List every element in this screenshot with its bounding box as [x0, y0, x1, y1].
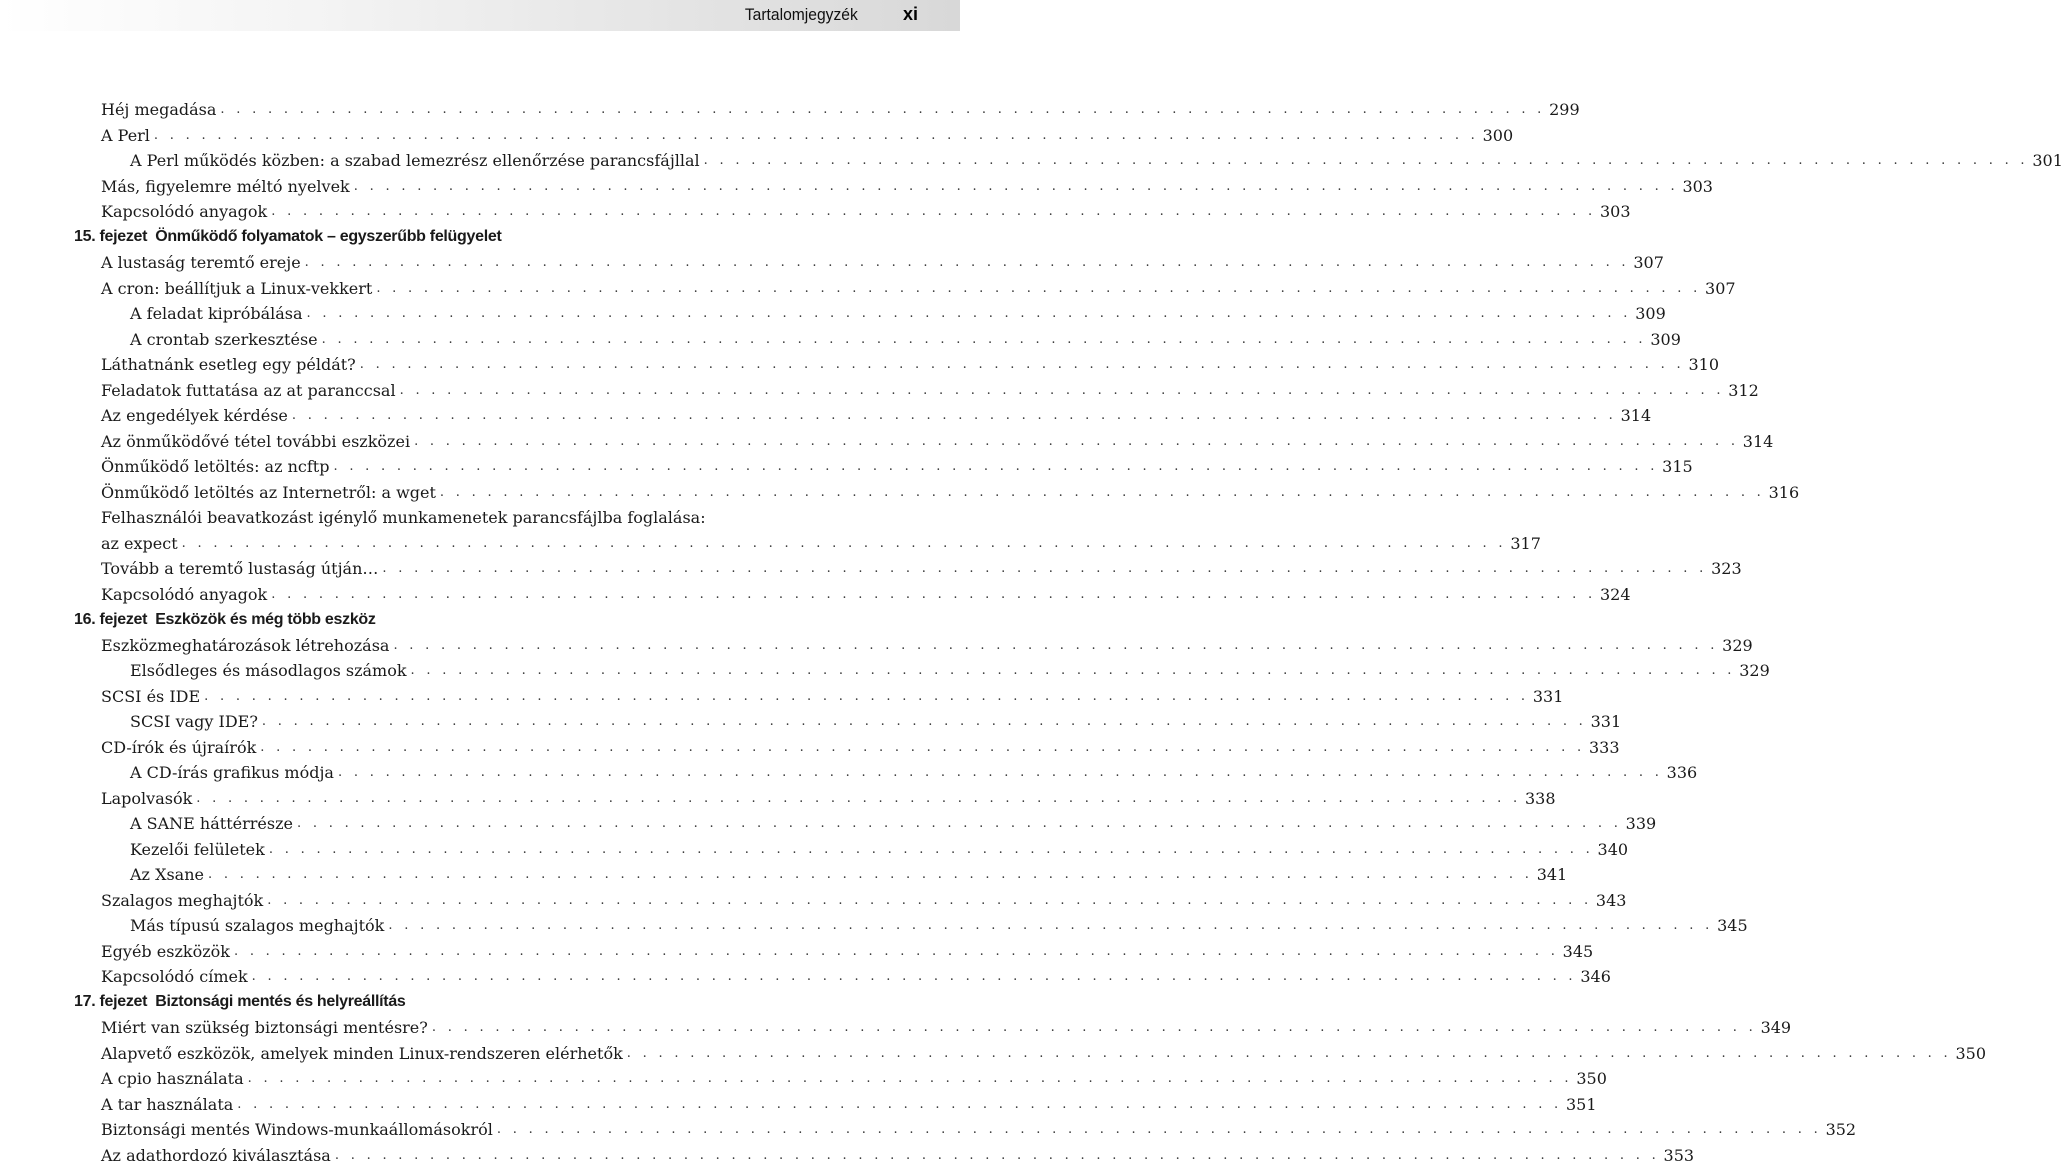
chapter-number: 15. fejezet	[74, 228, 147, 246]
toc-entry	[101, 1066, 816, 1092]
toc-entry-page: 349	[1761, 1018, 1792, 1037]
toc-entry-title: A tar használata	[101, 1095, 233, 1114]
toc-entry	[101, 352, 816, 378]
toc-entry-title: Szalagos meghajtók	[101, 891, 263, 910]
toc-entry	[101, 582, 816, 608]
toc-entry-page: 314	[1621, 406, 1652, 425]
dot-leader: . . . . . . . . . . . . . . . . . . . . . . . . . . . . . . . . . . . . . . . . . . . . . . . . . . . . . . . . . . . . . . . . . . . . . . . . . . . . . . . . . . . .	[234, 944, 1559, 959]
toc-entry-page: 340	[1598, 840, 1629, 859]
chapter-number: 17. fejezet	[74, 993, 147, 1011]
toc-entry-title: Az engedélyek kérdése	[101, 406, 288, 425]
dot-leader: . . . . . . . . . . . . . . . . . . . . . . . . . . . . . . . . . . . . . . . . . . . . . . . . . . . . . . . . . . . . . . . . . . . . . . . . . . . . . . . . . . . .	[307, 306, 1632, 321]
toc-entry-page: 350	[1576, 1069, 1607, 1088]
toc-entry-page: 309	[1635, 304, 1666, 323]
toc-entry	[101, 888, 816, 914]
chapter-title: Eszközök és még több eszköz	[155, 611, 375, 629]
dot-leader: . . . . . . . . . . . . . . . . . . . . . . . . . . . . . . . . . . . . . . . . . . . . . . . . . . . . . . . . . . . . . . . . . . . . . . . . . . . . . . . . . . . .	[269, 842, 1594, 857]
toc-entry	[101, 429, 816, 455]
toc-entry-title: A Perl	[101, 126, 150, 145]
chapter-title: Biztonsági mentés és helyreállítás	[155, 993, 405, 1011]
toc-entry-title: A lustaság teremtő ereje	[101, 253, 301, 272]
dot-leader: . . . . . . . . . . . . . . . . . . . . . . . . . . . . . . . . . . . . . . . . . . . . . . . . . . . . . . . . . . . . . . . . . . . . . . . . . . . . . . . . . . . .	[208, 867, 1533, 882]
dot-leader: . . . . . . . . . . . . . . . . . . . . . . . . . . . . . . . . . . . . . . . . . . . . . . . . . . . . . . . . . . . . . . . . . . . . . . . . . . . . . . . . . . . .	[262, 714, 1587, 729]
dot-leader: . . . . . . . . . . . . . . . . . . . . . . . . . . . . . . . . . . . . . . . . . . . . . . . . . . . . . . . . . . . . . . . . . . . . . . . . . . . . . . . . . . . .	[271, 204, 1596, 219]
toc-entry-title: Biztonsági mentés Windows-munkaállomásokról	[101, 1120, 493, 1139]
toc-entry-page: 307	[1705, 279, 1736, 298]
dot-leader: . . . . . . . . . . . . . . . . . . . . . . . . . . . . . . . . . . . . . . . . . . . . . . . . . . . . . . . . . . . . . . . . . . . . . . . . . . . . . . . . . . . .	[393, 638, 1718, 653]
dot-leader: . . . . . . . . . . . . . . . . . . . . . . . . . . . . . . . . . . . . . . . . . . . . . . . . . . . . . . . . . . . . . . . . . . . . . . . . . . . . . . . . . . . .	[333, 459, 1658, 474]
toc-entry	[101, 786, 816, 812]
toc-entry-title: Kezelői felületek	[130, 840, 265, 859]
toc-entry-title: SCSI vagy IDE?	[130, 712, 258, 731]
toc-entry-title: Egyéb eszközök	[101, 942, 230, 961]
toc-entry-title: A CD-írás grafikus módja	[130, 763, 334, 782]
toc-entry-page: 324	[1600, 585, 1631, 604]
toc-entry-title: Felhasználói beavatkozást igénylő munkamenetek parancsfájlba foglalása:	[101, 508, 706, 527]
toc-entry-title: Kapcsolódó címek	[101, 967, 248, 986]
dot-leader: . . . . . . . . . . . . . . . . . . . . . . . . . . . . . . . . . . . . . . . . . . . . . . . . . . . . . . . . . . . . . . . . . . . . . . . . . . . . . . . . . . . .	[252, 969, 1577, 984]
toc-entry-page: 350	[1955, 1044, 1986, 1063]
toc-entry	[101, 97, 816, 123]
dot-leader: . . . . . . . . . . . . . . . . . . . . . . . . . . . . . . . . . . . . . . . . . . . . . . . . . . . . . . . . . . . . . . . . . . . . . . . . . . . . . . . . . . . .	[248, 1071, 1573, 1086]
toc-entry-page: 316	[1769, 483, 1800, 502]
dot-leader: . . . . . . . . . . . . . . . . . . . . . . . . . . . . . . . . . . . . . . . . . . . . . . . . . . . . . . . . . . . . . . . . . . . . . . . . . . . . . . . . . . . .	[297, 816, 1622, 831]
toc-entry	[101, 939, 816, 965]
running-header-title: Tartalomjegyzék	[745, 5, 858, 25]
toc-entry	[101, 811, 816, 837]
chapter-heading	[74, 990, 816, 1016]
toc-entry-page: 341	[1537, 865, 1568, 884]
toc-entry-title: Láthatnánk esetleg egy példát?	[101, 355, 356, 374]
toc-entry-title: CD-írók és újraírók	[101, 738, 256, 757]
toc-entry	[101, 658, 816, 684]
toc-entry-title: Más, figyelemre méltó nyelvek	[101, 177, 350, 196]
dot-leader: . . . . . . . . . . . . . . . . . . . . . . . . . . . . . . . . . . . . . . . . . . . . . . . . . . . . . . . . . . . . . . . . . . . . . . . . . . . . . . . . . . . .	[267, 893, 1592, 908]
chapter-heading	[74, 607, 816, 633]
toc-entry-page: 346	[1580, 967, 1611, 986]
toc-entry-page: 300	[1483, 126, 1514, 145]
toc-entry-page: 336	[1667, 763, 1698, 782]
toc-entry	[101, 1092, 816, 1118]
toc-entry-title: A crontab szerkesztése	[130, 330, 318, 349]
toc-entry	[101, 556, 816, 582]
toc-entry-page: 331	[1591, 712, 1622, 731]
dot-leader: . . . . . . . . . . . . . . . . . . . . . . . . . . . . . . . . . . . . . . . . . . . . . . . . . . . . . . . . . . . . . . . . . . . . . . . . . . . . . . . . . . . .	[182, 536, 1507, 551]
dot-leader: . . . . . . . . . . . . . . . . . . . . . . . . . . . . . . . . . . . . . . . . . . . . . . . . . . . . . . . . . . . . . . . . . . . . . . . . . . . . . . . . . . . .	[627, 1046, 1952, 1061]
toc-entry-title: Elsődleges és másodlagos számok	[130, 661, 407, 680]
toc-entry-page: 310	[1688, 355, 1719, 374]
chapter-number: 16. fejezet	[74, 611, 147, 629]
toc-entry	[101, 837, 816, 863]
toc-entry	[101, 276, 816, 302]
dot-leader: . . . . . . . . . . . . . . . . . . . . . . . . . . . . . . . . . . . . . . . . . . . . . . . . . . . . . . . . . . . . . . . . . . . . . . . . . . . . . . . . . . . .	[440, 485, 1765, 500]
toc-entry	[101, 913, 816, 939]
toc-entry-page: 301	[2032, 151, 2063, 170]
dot-leader: . . . . . . . . . . . . . . . . . . . . . . . . . . . . . . . . . . . . . . . . . . . . . . . . . . . . . . . . . . . . . . . . . . . . . . . . . . . . . . . . . . . .	[432, 1020, 1757, 1035]
toc-entry-title: Héj megadása	[101, 100, 216, 119]
toc-entry-title: Tovább a teremtő lustaság útján…	[101, 559, 378, 578]
dot-leader: . . . . . . . . . . . . . . . . . . . . . . . . . . . . . . . . . . . . . . . . . . . . . . . . . . . . . . . . . . . . . . . . . . . . . . . . . . . . . . . . . . . .	[196, 791, 1521, 806]
toc-entry	[101, 327, 816, 353]
chapter-title: Önműködő folyamatok – egyszerűbb felügyelet	[155, 228, 501, 246]
toc-entry-page: 353	[1664, 1146, 1695, 1165]
toc-entry-title: A Perl működés közben: a szabad lemezrész ellenőrzése parancsfájllal	[130, 151, 700, 170]
toc-entry-title: A feladat kipróbálása	[130, 304, 303, 323]
toc-entry	[101, 123, 816, 149]
dot-leader: . . . . . . . . . . . . . . . . . . . . . . . . . . . . . . . . . . . . . . . . . . . . . . . . . . . . . . . . . . . . . . . . . . . . . . . . . . . . . . . . . . . .	[305, 255, 1630, 270]
toc-entry-title: Kapcsolódó anyagok	[101, 585, 267, 604]
toc-entry	[101, 709, 816, 735]
toc-entry	[101, 735, 816, 761]
toc-entry-page: 343	[1596, 891, 1627, 910]
toc-entry	[101, 174, 816, 200]
toc-entry	[101, 199, 816, 225]
toc-entry-page: 345	[1717, 916, 1748, 935]
toc-entry-title: Eszközmeghatározások létrehozása	[101, 636, 389, 655]
page-number: xi	[903, 4, 918, 25]
toc-entry-page: 299	[1549, 100, 1580, 119]
toc-entry-title: A SANE háttérrésze	[130, 814, 293, 833]
toc-entry	[101, 148, 816, 174]
dot-leader: . . . . . . . . . . . . . . . . . . . . . . . . . . . . . . . . . . . . . . . . . . . . . . . . . . . . . . . . . . . . . . . . . . . . . . . . . . . . . . . . . . . .	[338, 765, 1663, 780]
toc-entry-page: 307	[1633, 253, 1664, 272]
toc-entry-page: 323	[1711, 559, 1742, 578]
toc-entry	[101, 760, 816, 786]
toc-entry-page: 329	[1722, 636, 1753, 655]
toc-entry	[101, 1117, 816, 1143]
toc-entry-title: Kapcsolódó anyagok	[101, 202, 267, 221]
dot-leader: . . . . . . . . . . . . . . . . . . . . . . . . . . . . . . . . . . . . . . . . . . . . . . . . . . . . . . . . . . . . . . . . . . . . . . . . . . . . . . . . . . . .	[388, 918, 1713, 933]
toc-entry-page: 338	[1525, 789, 1556, 808]
toc-entry-title: az expect	[101, 534, 178, 553]
dot-leader: . . . . . . . . . . . . . . . . . . . . . . . . . . . . . . . . . . . . . . . . . . . . . . . . . . . . . . . . . . . . . . . . . . . . . . . . . . . . . . . . . . . .	[271, 587, 1596, 602]
dot-leader: . . . . . . . . . . . . . . . . . . . . . . . . . . . . . . . . . . . . . . . . . . . . . . . . . . . . . . . . . . . . . . . . . . . . . . . . . . . . . . . . . . . .	[322, 332, 1647, 347]
toc-entry-title: Feladatok futtatása az at paranccsal	[101, 381, 396, 400]
dot-leader: . . . . . . . . . . . . . . . . . . . . . . . . . . . . . . . . . . . . . . . . . . . . . . . . . . . . . . . . . . . . . . . . . . . . . . . . . . . . . . . . . . . .	[360, 357, 1685, 372]
toc-entry-page: 339	[1626, 814, 1657, 833]
toc-entry-title: Az önműködővé tétel további eszközei	[101, 432, 410, 451]
toc-entry-title: Önműködő letöltés: az ncftp	[101, 457, 329, 476]
dot-leader: . . . . . . . . . . . . . . . . . . . . . . . . . . . . . . . . . . . . . . . . . . . . . . . . . . . . . . . . . . . . . . . . . . . . . . . . . . . . . . . . . . . .	[497, 1122, 1822, 1137]
toc-entry-page: 329	[1739, 661, 1770, 680]
dot-leader: . . . . . . . . . . . . . . . . . . . . . . . . . . . . . . . . . . . . . . . . . . . . . . . . . . . . . . . . . . . . . . . . . . . . . . . . . . . . . . . . . . . .	[400, 383, 1725, 398]
toc-entry-title: Lapolvasók	[101, 789, 192, 808]
toc-entry-page: 309	[1650, 330, 1681, 349]
dot-leader: . . . . . . . . . . . . . . . . . . . . . . . . . . . . . . . . . . . . . . . . . . . . . . . . . . . . . . . . . . . . . . . . . . . . . . . . . . . . . . . . . . . .	[335, 1148, 1660, 1163]
dot-leader: . . . . . . . . . . . . . . . . . . . . . . . . . . . . . . . . . . . . . . . . . . . . . . . . . . . . . . . . . . . . . . . . . . . . . . . . . . . . . . . . . . . .	[220, 102, 1545, 117]
toc-entry-page: 315	[1662, 457, 1693, 476]
toc-entry	[101, 862, 816, 888]
toc-entry-title: A cron: beállítjuk a Linux-vekkert	[101, 279, 372, 298]
toc-entry-page: 317	[1510, 534, 1541, 553]
dot-leader: . . . . . . . . . . . . . . . . . . . . . . . . . . . . . . . . . . . . . . . . . . . . . . . . . . . . . . . . . . . . . . . . . . . . . . . . . . . . . . . . . . . .	[382, 561, 1707, 576]
toc-entry-page: 345	[1563, 942, 1594, 961]
toc-entry	[101, 505, 816, 531]
toc-entry-title: Az Xsane	[130, 865, 204, 884]
toc-entry	[101, 633, 816, 659]
dot-leader: . . . . . . . . . . . . . . . . . . . . . . . . . . . . . . . . . . . . . . . . . . . . . . . . . . . . . . . . . . . . . . . . . . . . . . . . . . . . . . . . . . . .	[411, 663, 1736, 678]
toc-entry	[101, 454, 816, 480]
toc-entry-page: 331	[1533, 687, 1564, 706]
toc-entry	[101, 531, 816, 557]
toc-entry	[101, 301, 816, 327]
toc-entry-title: Alapvető eszközök, amelyek minden Linux-rendszeren elérhetők	[101, 1044, 623, 1063]
dot-leader: . . . . . . . . . . . . . . . . . . . . . . . . . . . . . . . . . . . . . . . . . . . . . . . . . . . . . . . . . . . . . . . . . . . . . . . . . . . . . . . . . . . .	[354, 179, 1679, 194]
toc-entry-page: 333	[1589, 738, 1620, 757]
toc-entry-page: 303	[1600, 202, 1631, 221]
toc-entry-page: 314	[1743, 432, 1774, 451]
toc-entry-title: A cpio használata	[101, 1069, 244, 1088]
toc-entry	[101, 378, 816, 404]
toc-entry-page: 312	[1728, 381, 1759, 400]
toc-entry	[101, 964, 816, 990]
toc-entry-title: SCSI és IDE	[101, 687, 200, 706]
dot-leader: . . . . . . . . . . . . . . . . . . . . . . . . . . . . . . . . . . . . . . . . . . . . . . . . . . . . . . . . . . . . . . . . . . . . . . . . . . . . . . . . . . . .	[204, 689, 1529, 704]
dot-leader: . . . . . . . . . . . . . . . . . . . . . . . . . . . . . . . . . . . . . . . . . . . . . . . . . . . . . . . . . . . . . . . . . . . . . . . . . . . . . . . . . . . .	[414, 434, 1739, 449]
toc-entry-title: Önműködő letöltés az Internetről: a wget	[101, 483, 436, 502]
dot-leader: . . . . . . . . . . . . . . . . . . . . . . . . . . . . . . . . . . . . . . . . . . . . . . . . . . . . . . . . . . . . . . . . . . . . . . . . . . . . . . . . . . . .	[704, 153, 2029, 168]
dot-leader: . . . . . . . . . . . . . . . . . . . . . . . . . . . . . . . . . . . . . . . . . . . . . . . . . . . . . . . . . . . . . . . . . . . . . . . . . . . . . . . . . . . .	[154, 128, 1479, 143]
toc-entry	[101, 250, 816, 276]
toc-entry-page: 351	[1566, 1095, 1597, 1114]
table-of-contents	[101, 97, 816, 1168]
toc-entry	[101, 1015, 816, 1041]
toc-entry	[101, 684, 816, 710]
toc-entry-title: Más típusú szalagos meghajtók	[130, 916, 384, 935]
dot-leader: . . . . . . . . . . . . . . . . . . . . . . . . . . . . . . . . . . . . . . . . . . . . . . . . . . . . . . . . . . . . . . . . . . . . . . . . . . . . . . . . . . . .	[237, 1097, 1562, 1112]
toc-entry-page: 303	[1682, 177, 1713, 196]
toc-entry	[101, 1041, 816, 1067]
running-header	[0, 0, 960, 31]
dot-leader: . . . . . . . . . . . . . . . . . . . . . . . . . . . . . . . . . . . . . . . . . . . . . . . . . . . . . . . . . . . . . . . . . . . . . . . . . . . . . . . . . . . .	[260, 740, 1585, 755]
toc-entry	[101, 480, 816, 506]
dot-leader: . . . . . . . . . . . . . . . . . . . . . . . . . . . . . . . . . . . . . . . . . . . . . . . . . . . . . . . . . . . . . . . . . . . . . . . . . . . . . . . . . . . .	[376, 281, 1701, 296]
chapter-heading	[74, 225, 816, 251]
toc-entry-title: Miért van szükség biztonsági mentésre?	[101, 1018, 428, 1037]
toc-entry	[101, 403, 816, 429]
toc-entry-title: Az adathordozó kiválasztása	[101, 1146, 331, 1165]
dot-leader: . . . . . . . . . . . . . . . . . . . . . . . . . . . . . . . . . . . . . . . . . . . . . . . . . . . . . . . . . . . . . . . . . . . . . . . . . . . . . . . . . . . .	[292, 408, 1617, 423]
toc-entry-page: 352	[1826, 1120, 1857, 1139]
toc-entry	[101, 1143, 816, 1168]
